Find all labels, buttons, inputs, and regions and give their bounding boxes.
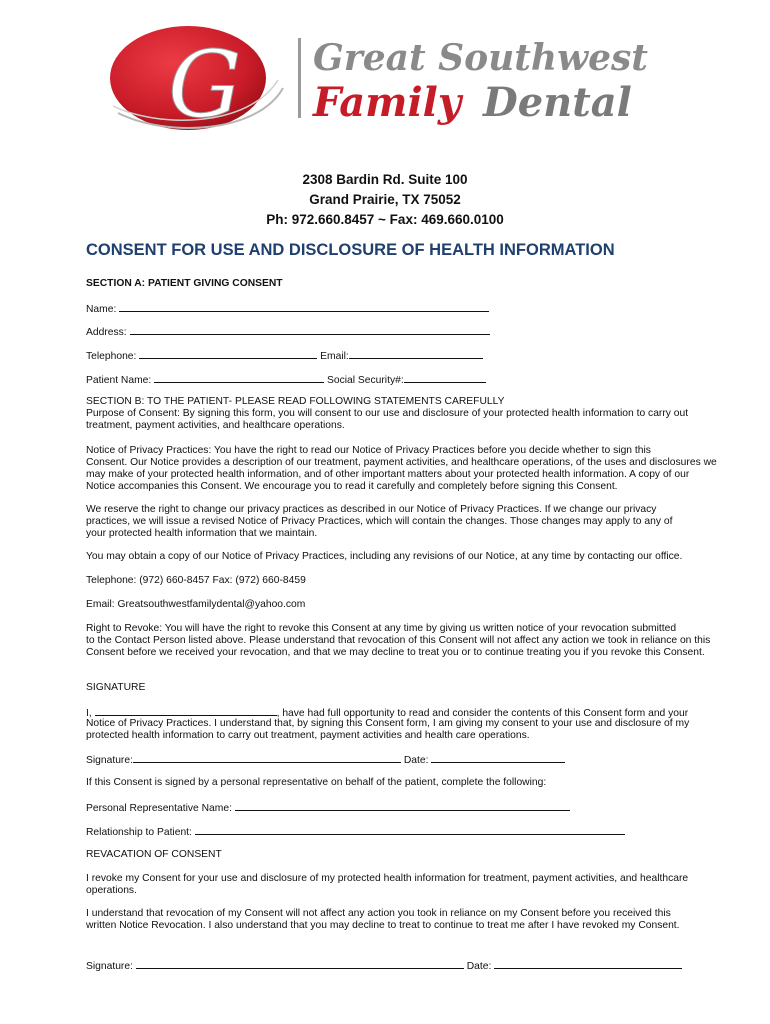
signature-label: Signature: [86,755,133,766]
logo-line2-family: Family [313,79,462,126]
revoke-paragraph [86,623,710,659]
revocation-date-label: Date: [466,961,492,972]
logo-line2-dental: Dental [483,79,632,126]
name-field[interactable] [119,302,489,312]
revocation-heading: REVACATION OF CONSENT [86,849,222,860]
relationship-field[interactable] [195,825,625,835]
name-label: Name: [86,304,117,315]
signature-statement [86,706,689,742]
notice-paragraph [86,445,717,493]
section-b-heading: SECTION B: TO THE PATIENT- PLEASE READ FOLLOWING STATEMENTS CAREFULLY [86,396,505,407]
statement-tail: , have had full opportunity to read and consider the contents of this Consent form and your [276,708,689,719]
revocation-signature-label: Signature: [86,961,133,972]
email-field[interactable] [349,349,483,359]
contact-telephone: Telephone: (972) 660-8457 Fax: (972) 660-8459 [86,575,306,586]
statement-line: protected health information to carry out treatment, payment activities and health care operations. [86,729,530,741]
revocation-p2 [86,908,680,932]
reserve-paragraph [86,504,672,540]
revocation-date-field[interactable] [494,959,682,969]
signature-row [86,753,565,767]
statement-line: Notice of Privacy Practices. I understand that, by signing this Consent form, I am giving my consent to your use and disclosure of my [86,717,690,729]
patient-name-label: Patient Name: [86,375,152,386]
signature-field[interactable] [133,753,401,763]
telephone-row [86,349,483,363]
revocation-line: I understand that revocation of my Consent will not affect any action you took in reliance on my Consent before you received this [86,908,671,919]
representative-note: If this Consent is signed by a personal representative on behalf of the patient, complete the following: [86,777,547,788]
reserve-line: practices, we will issue a revised Notice of Privacy Practices, which will contain the changes. Those changes may apply to any of [86,515,673,527]
rep-name-field[interactable] [235,801,570,811]
purpose-line: Purpose of Consent: By signing this form, you will consent to our use and disclosure of your protected health information to carry out [86,407,689,419]
form-title: CONSENT FOR USE AND DISCLOSURE OF HEALTH INFORMATION [86,241,615,259]
revoke-line: to the Contact Person listed above. Please understand that revocation of this Consent will not affect any action we took in reliance on this [86,634,711,646]
revoke-line: Right to Revoke: You will have the right to revoke this Consent at any time by giving us written notice of your revocation submitted [86,623,677,634]
notice-line: Notice accompanies this Consent. We encourage you to read it carefully and completely before signing this Consent. [86,480,618,492]
name-row [86,302,489,316]
address-label: Address: [86,327,127,338]
logo-line1: Great Southwest [313,37,648,79]
email-label: Email: [320,351,349,362]
i-label: I, [86,708,92,719]
reserve-line: your protected health information that we maintain. [86,527,318,539]
ssn-label: Social Security#: [327,375,404,386]
relationship-label: Relationship to Patient: [86,827,192,838]
notice-line: may make of your protected health information, and of other important matters about your protected health information. A copy of our [86,468,690,480]
address-street: 2308 Bardin Rd. Suite 100 [302,172,468,187]
notice-line: Consent. Our Notice provides a description of our treatment, payment activities, and healthcare operations, of the uses and disclosures we [86,456,717,468]
section-a-heading: SECTION A: PATIENT GIVING CONSENT [86,278,283,289]
section-b-purpose [86,396,688,432]
date-field[interactable] [431,753,565,763]
revocation-line: written Notice Revocation. I also understand that you may decline to treat to continue to treat me after I have revoked my Consent. [86,919,680,931]
consenter-name-field[interactable] [95,706,277,716]
telephone-label: Telephone: [86,351,137,362]
reserve-line: We reserve the right to change our privacy practices as described in our Notice of Privacy Practices. If we change our privacy [86,504,657,515]
date-label: Date: [403,755,429,766]
revocation-line: I revoke my Consent for your use and disclosure of my protected health information for treatment, payment activities, and healthcare [86,873,689,884]
revoke-line: Consent before we received your revocation, and that we may decline to treat you or to continue treating you if you revoke this Consent. [86,646,705,658]
telephone-field[interactable] [139,349,317,359]
patient-name-row [86,373,486,387]
address-city: Grand Prairie, TX 75052 [309,192,461,207]
contact-email: Email: Greatsouthwestfamilydental@yahoo.com [86,599,306,610]
statement-line-1 [86,706,689,718]
address-row [86,325,490,339]
address-field[interactable] [130,325,490,335]
relationship-row [86,825,625,839]
logo-divider [298,38,301,118]
revocation-signature-row [86,959,682,973]
practice-logo [108,18,698,138]
ssn-field[interactable] [404,373,486,383]
signature-heading: SIGNATURE [86,682,146,693]
notice-line: Notice of Privacy Practices: You have the right to read our Notice of Privacy Practices before you decide whether to sign this [86,445,651,456]
purpose-line: treatment, payment activities, and healthcare operations. [86,419,345,431]
revocation-signature-field[interactable] [136,959,464,969]
address-phone-fax: Ph: 972.660.8457 ~ Fax: 469.660.0100 [266,212,504,227]
practice-address [0,170,770,230]
revocation-p1 [86,873,688,897]
rep-name-row [86,801,570,815]
revocation-line: operations. [86,884,137,896]
rep-name-label: Personal Representative Name: [86,803,232,814]
copy-paragraph: You may obtain a copy of our Notice of Privacy Practices, including any revisions of our Notice, at any time by contacting our office. [86,551,683,562]
patient-name-field[interactable] [154,373,324,383]
logo-monogram: G [168,31,242,138]
